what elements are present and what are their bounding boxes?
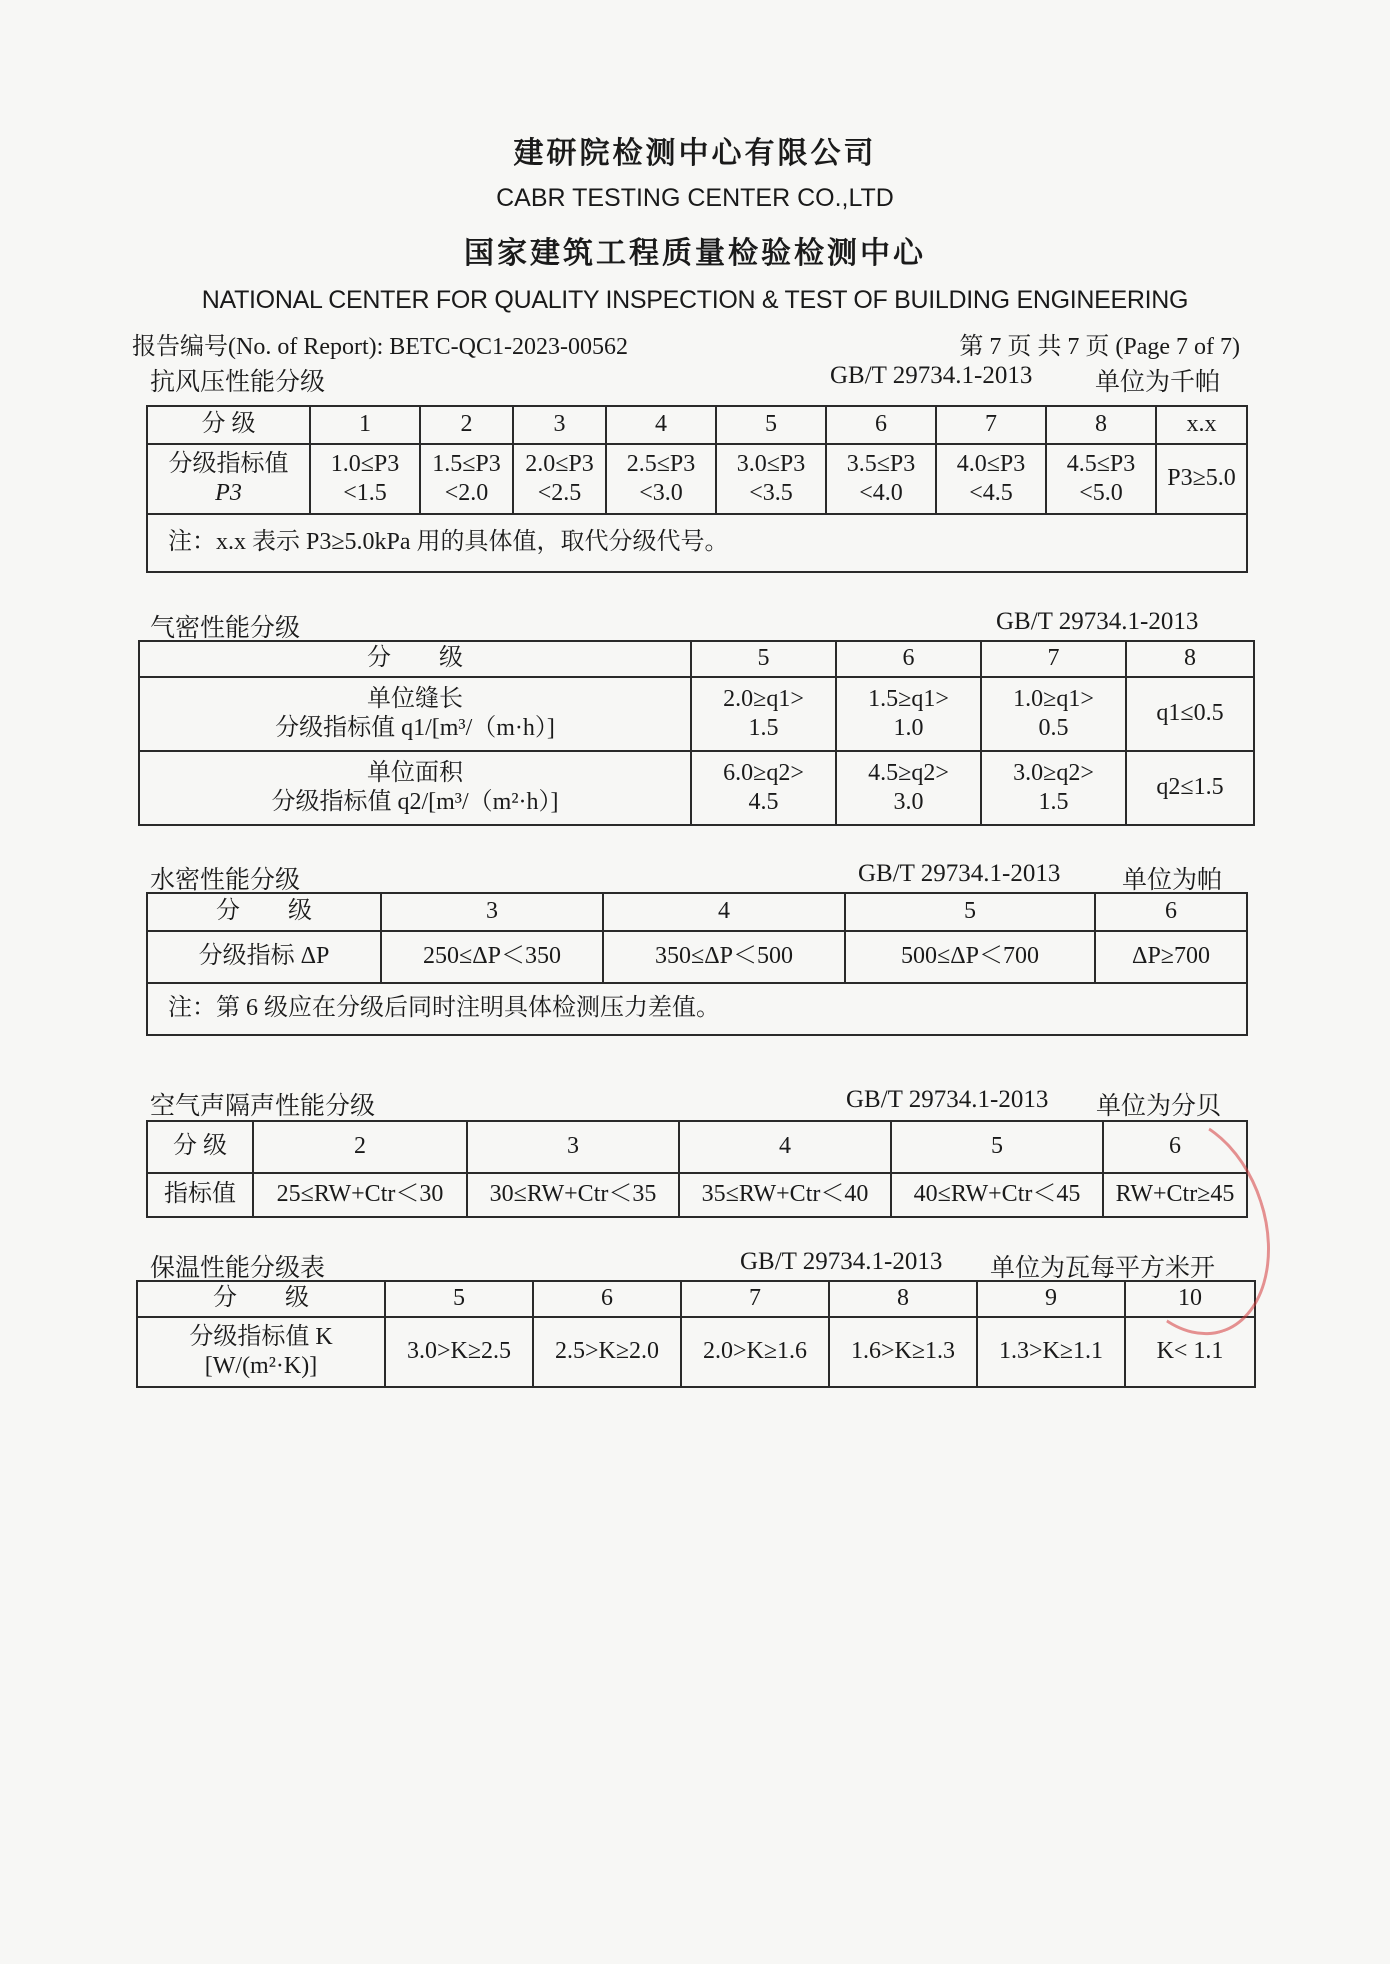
thermal-title: 保温性能分级表 <box>150 1255 326 1282</box>
air-table <box>138 640 1255 826</box>
sound-grade: 6 <box>1103 1121 1247 1173</box>
air-grade: 6 <box>836 641 981 677</box>
wind-grade: 6 <box>826 406 936 444</box>
center-name-cn: 国家建筑工程质量检验检测中心 <box>464 236 926 271</box>
wind-standard: GB/T 29734.1-2013 <box>830 362 1033 389</box>
air-q2-upper: 4.5≥q2> <box>868 759 949 786</box>
wind-range-upper: <2.5 <box>537 480 582 506</box>
sound-table <box>146 1120 1248 1218</box>
sound-title: 空气声隔声性能分级 <box>150 1093 376 1120</box>
thermal-range: 2.5>K≥2.0 <box>533 1317 681 1387</box>
wind-range-upper: <4.5 <box>969 480 1013 506</box>
thermal-grade: 6 <box>533 1281 681 1317</box>
wind-range-lower: 1.5≤P3 <box>432 450 501 477</box>
thermal-range: 1.6>K≥1.3 <box>829 1317 977 1387</box>
air-q2-lower: 4.5 <box>748 789 779 815</box>
thermal-range: 2.0>K≥1.6 <box>681 1317 829 1387</box>
air-q1-upper: 1.5≥q1> <box>868 685 949 712</box>
wind-range-lower: 2.0≤P3 <box>525 450 594 477</box>
wind-range-upper: <3.0 <box>639 480 683 506</box>
thermal-grade: 7 <box>681 1281 829 1317</box>
sound-grade: 2 <box>253 1121 467 1173</box>
wind-note: 注：x.x 表示 P3≥5.0kPa 用的具体值，取代分级代号。 <box>147 514 1247 572</box>
report-number: 报告编号(No. of Report): BETC-QC1-2023-00562 <box>132 334 628 360</box>
air-q2-lower: 1.5 <box>1038 789 1069 815</box>
thermal-table <box>136 1280 1256 1388</box>
sound-unit: 单位为分贝 <box>1096 1093 1222 1120</box>
wind-range-last: P3≥5.0 <box>1156 444 1247 514</box>
wind-range-upper: <1.5 <box>343 480 387 506</box>
wind-grade: x.x <box>1156 406 1247 444</box>
wind-table <box>146 405 1248 573</box>
wind-range <box>1046 444 1156 514</box>
water-range: 250≤ΔP＜350 <box>381 931 603 983</box>
water-note: 注：第 6 级应在分级后同时注明具体检测压力差值。 <box>147 983 1247 1035</box>
wind-range <box>936 444 1046 514</box>
wind-grade: 3 <box>513 406 606 444</box>
wind-range <box>310 444 420 514</box>
thermal-grade-header: 分 级 <box>137 1281 385 1317</box>
sound-grade-header: 分 级 <box>147 1121 253 1173</box>
sound-index-label: 指标值 <box>147 1173 253 1217</box>
air-grade: 8 <box>1126 641 1254 677</box>
sound-grade: 3 <box>467 1121 679 1173</box>
sound-range: 30≤RW+Ctr＜35 <box>467 1173 679 1217</box>
wind-grade: 8 <box>1046 406 1156 444</box>
wind-range <box>420 444 513 514</box>
water-table <box>146 892 1248 1036</box>
thermal-grade: 8 <box>829 1281 977 1317</box>
thermal-range: 1.3>K≥1.1 <box>977 1317 1125 1387</box>
wind-range-upper: <2.0 <box>444 480 489 506</box>
air-standard: GB/T 29734.1-2013 <box>996 608 1199 635</box>
page-number: 第 7 页 共 7 页 (Page 7 of 7) <box>959 334 1240 360</box>
wind-grade: 5 <box>716 406 826 444</box>
water-unit: 单位为帕 <box>1122 867 1223 894</box>
wind-range-lower: 1.0≤P3 <box>330 450 400 477</box>
wind-range <box>513 444 606 514</box>
wind-range-lower: 2.5≤P3 <box>626 450 696 477</box>
wind-range-upper: <5.0 <box>1079 480 1123 506</box>
water-title: 水密性能分级 <box>150 867 301 894</box>
air-q2-upper: 6.0≥q2> <box>723 759 804 786</box>
wind-grade: 7 <box>936 406 1046 444</box>
water-range: 500≤ΔP＜700 <box>845 931 1095 983</box>
air-q1-label <box>139 677 691 751</box>
thermal-index-label <box>137 1317 385 1387</box>
wind-range-lower: 4.0≤P3 <box>956 450 1026 477</box>
company-name-en: CABR TESTING CENTER CO.,LTD <box>496 184 894 212</box>
air-q1-last: q1≤0.5 <box>1126 677 1254 751</box>
thermal-standard: GB/T 29734.1-2013 <box>740 1248 943 1275</box>
thermal-range: 3.0>K≥2.5 <box>385 1317 533 1387</box>
wind-range-lower: 3.0≤P3 <box>736 450 806 477</box>
air-q2-label <box>139 751 691 825</box>
air-q1-upper: 2.0≥q1> <box>723 685 804 712</box>
water-grade: 5 <box>845 893 1095 931</box>
water-index-label: 分级指标 ΔP <box>147 931 381 983</box>
air-q1-label-line2: 分级指标值 q1/[m³/（m·h）] <box>275 715 555 741</box>
air-grade: 7 <box>981 641 1126 677</box>
air-q1-upper: 1.0≥q1> <box>1013 685 1094 712</box>
air-q2-lower: 3.0 <box>893 789 924 815</box>
air-q1-value <box>836 677 981 751</box>
water-grade: 6 <box>1095 893 1247 931</box>
wind-range-upper: <3.5 <box>749 480 793 506</box>
wind-index-label-line2: P3 <box>215 480 242 506</box>
wind-range-upper: <4.0 <box>859 480 903 506</box>
center-name-en: NATIONAL CENTER FOR QUALITY INSPECTION & TEST OF BUILDING ENGINEERING <box>201 286 1189 314</box>
sound-range: 35≤RW+Ctr＜40 <box>679 1173 891 1217</box>
wind-range-lower: 3.5≤P3 <box>846 450 916 477</box>
thermal-index-label-line2: [W/(m²·K)] <box>204 1353 318 1379</box>
wind-grade: 1 <box>310 406 420 444</box>
thermal-range: K< 1.1 <box>1125 1317 1255 1387</box>
thermal-index-label-line1: 分级指标值 K <box>189 1323 333 1350</box>
sound-standard: GB/T 29734.1-2013 <box>846 1086 1049 1113</box>
thermal-grade: 9 <box>977 1281 1125 1317</box>
wind-grade: 2 <box>420 406 513 444</box>
wind-range <box>826 444 936 514</box>
air-q2-label-line1: 单位面积 <box>367 759 463 786</box>
air-q1-lower: 1.5 <box>748 715 779 741</box>
sound-grade: 4 <box>679 1121 891 1173</box>
wind-unit: 单位为千帕 <box>1095 369 1221 396</box>
thermal-grade: 5 <box>385 1281 533 1317</box>
air-q1-lower: 1.0 <box>893 715 924 741</box>
water-grade-header: 分 级 <box>147 893 381 931</box>
wind-grade: 4 <box>606 406 716 444</box>
sound-range: RW+Ctr≥45 <box>1103 1173 1247 1217</box>
company-name-cn: 建研院检测中心有限公司 <box>513 136 877 171</box>
air-q2-value <box>691 751 836 825</box>
water-grade: 4 <box>603 893 845 931</box>
thermal-grade: 10 <box>1125 1281 1255 1317</box>
air-q1-value <box>981 677 1126 751</box>
air-q1-label-line1: 单位缝长 <box>367 685 463 712</box>
air-q2-last: q2≤1.5 <box>1126 751 1254 825</box>
air-q2-value <box>981 751 1126 825</box>
wind-range <box>606 444 716 514</box>
wind-index-label-line1: 分级指标值 <box>168 450 289 477</box>
wind-range-lower: 4.5≤P3 <box>1066 450 1136 477</box>
air-grade: 5 <box>691 641 836 677</box>
thermal-unit: 单位为瓦每平方米开 <box>990 1255 1216 1282</box>
air-q1-lower: 0.5 <box>1038 715 1069 741</box>
air-q1-value <box>691 677 836 751</box>
water-range: 350≤ΔP＜500 <box>603 931 845 983</box>
wind-index-label <box>147 444 310 514</box>
sound-range: 25≤RW+Ctr＜30 <box>253 1173 467 1217</box>
water-range: ΔP≥700 <box>1095 931 1247 983</box>
air-q2-upper: 3.0≥q2> <box>1013 759 1094 786</box>
water-grade: 3 <box>381 893 603 931</box>
air-title: 气密性能分级 <box>150 615 301 642</box>
wind-title: 抗风压性能分级 <box>150 369 326 396</box>
air-grade-header: 分 级 <box>139 641 691 677</box>
water-standard: GB/T 29734.1-2013 <box>858 860 1061 887</box>
air-q2-label-line2: 分级指标值 q2/[m³/（m²·h）] <box>271 789 559 815</box>
wind-grade-header: 分 级 <box>147 406 310 444</box>
wind-range <box>716 444 826 514</box>
air-q2-value <box>836 751 981 825</box>
sound-range: 40≤RW+Ctr＜45 <box>891 1173 1103 1217</box>
sound-grade: 5 <box>891 1121 1103 1173</box>
